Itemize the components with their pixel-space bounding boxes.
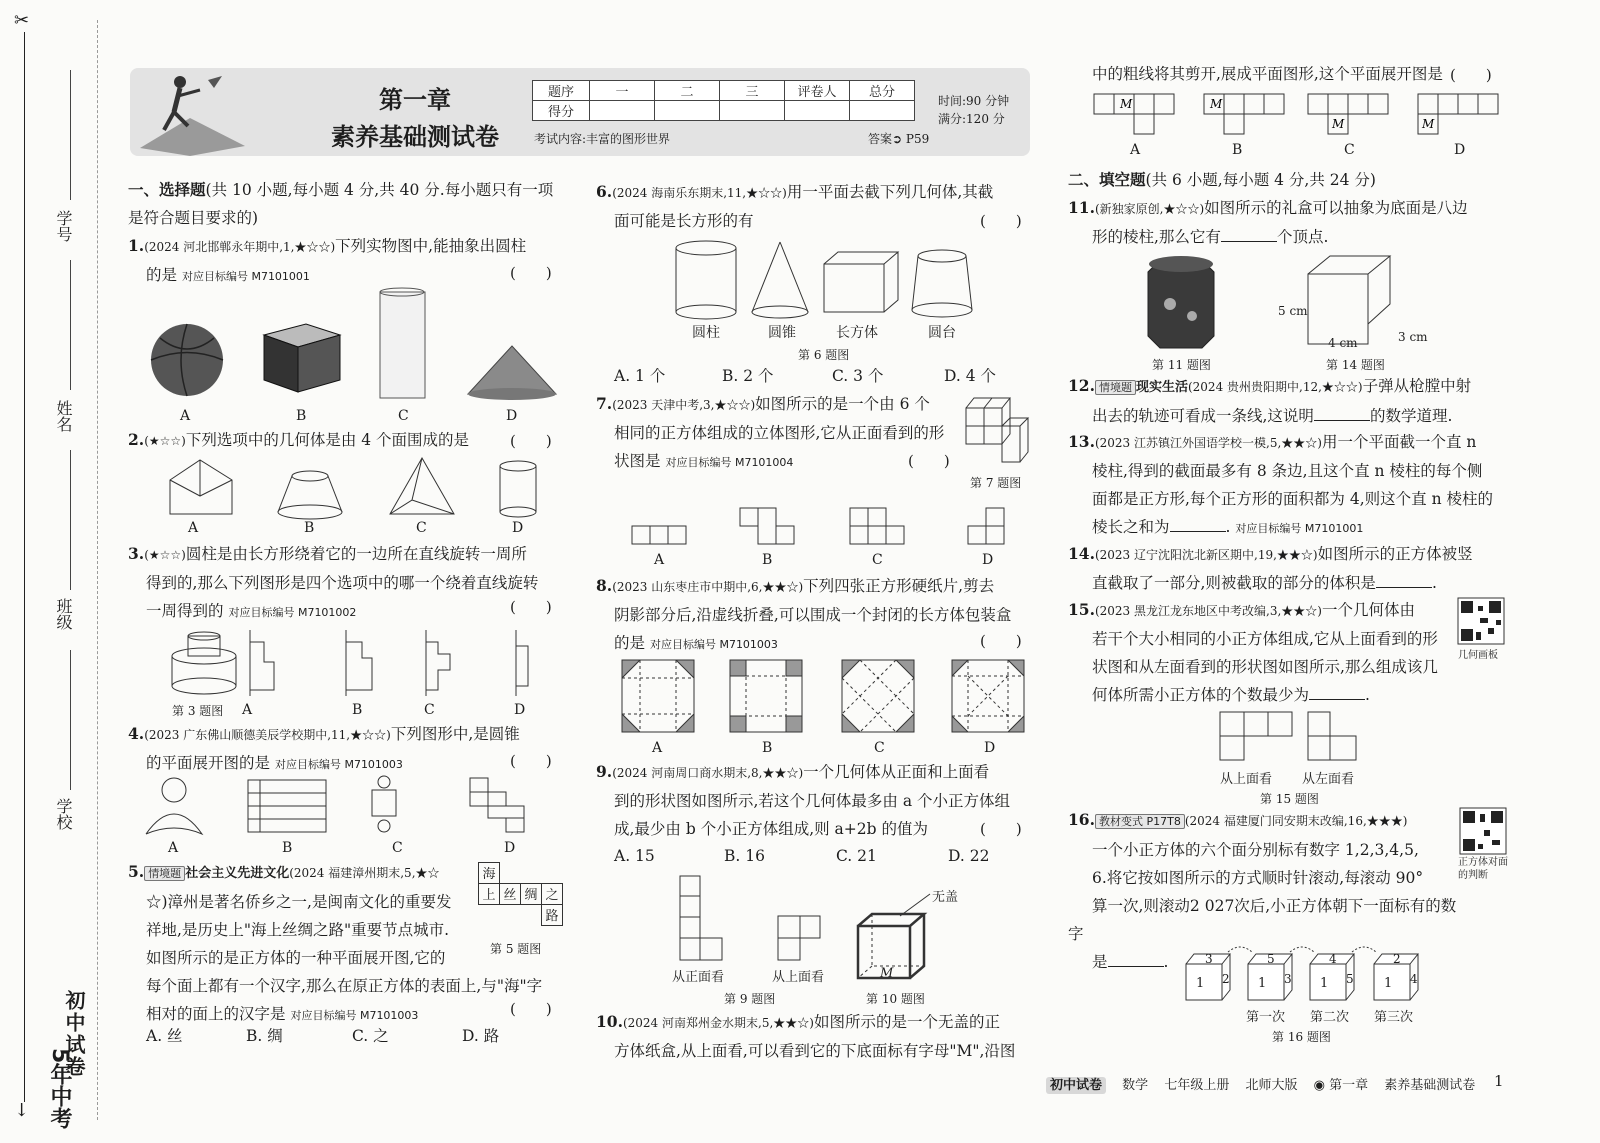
question-9 [596,758,1036,843]
option[interactable]: C. 之 [352,1027,389,1045]
question-text: 方体纸盒,从上面看,可以看到它的下底面标有字母"M",沿图 [614,1042,1016,1060]
question-tag: 情境题 [144,866,185,881]
question-text: 如图所示的是一个由 6 个 [755,395,930,413]
option-label[interactable]: B [762,552,773,568]
page-number: 1 [1494,1072,1504,1090]
section-title: 二、填空题 [1068,170,1146,189]
q7-figure [962,394,1034,466]
q5-options [146,1022,566,1050]
dimension-label: 3 cm [1398,330,1428,344]
cut-line [24,32,25,1102]
dimension-label: 5 cm [1278,304,1308,318]
question-source: (2023 山东枣庄市中期中,6,★★☆) [612,580,804,594]
footer-subject: 数学 [1122,1078,1149,1093]
question-number: 12. [1068,376,1095,395]
figure-caption: 第 15 题图 [1260,792,1319,806]
target-code: 对应目标编号 M7101003 [290,1009,419,1022]
question-text: 下列图形中,是圆锥 [390,725,520,743]
target-code: 对应目标编号 M7101001 [181,270,310,283]
score-table [532,80,915,121]
figure-caption: 第 16 题图 [1272,1030,1331,1044]
question-text: ☆)漳州是著名侨乡之一,是闽南文化的重要发 [146,893,452,911]
option-label[interactable]: C [416,520,427,536]
q6-solids [672,240,992,320]
option[interactable]: A. 丝 [146,1027,183,1045]
die-face: 4 [1410,972,1418,986]
die-face: 2 [1393,952,1401,966]
basketball-icon [151,324,223,396]
target-code: 对应目标编号 M7101003 [649,638,778,651]
view-label: 从上面看 [772,970,825,985]
option-label[interactable]: B [352,702,363,718]
question-tag-text: 现实生活 [1135,380,1188,395]
question-text: 状图是 [614,452,661,470]
option[interactable]: D. 4 个 [944,367,997,385]
question-source: (新独家原创,★☆☆) [1094,202,1205,216]
solid-label: 圆锥 [768,325,796,341]
question-tag: 教材变式 P17T8 [1095,814,1185,829]
question-number: 5. [128,862,145,881]
net-cell: 海 [478,862,500,884]
question-text: 一个几何体由 [1321,601,1415,619]
option-label[interactable]: C [1344,142,1355,158]
option-label[interactable]: B [296,408,307,424]
question-12 [1068,372,1518,430]
section-title: 一、选择题 [128,180,206,199]
question-source: (2023 广东佛山顺德美辰学校期中,11,★☆☆) [144,728,391,742]
question-6 [596,178,1036,235]
option-label[interactable]: C [872,552,883,568]
figure-caption: 第 10 题图 [866,992,925,1006]
figure-caption: 第 9 题图 [724,992,776,1006]
question-source: (2023 黑龙江龙东地区中考改编,3,★★☆) [1094,604,1322,618]
footer-title: 素养基础测试卷 [1384,1078,1476,1093]
question-tag-text: 社会主义先进文化 [185,866,290,881]
option-label[interactable]: D [514,702,526,718]
option-label[interactable]: D [506,408,518,424]
box-letter: M [880,966,894,981]
field-line [70,70,71,200]
section-desc: (共 10 小题,每小题 4 分,共 40 分.每小题只有一项 [205,181,554,199]
lid-label: 无盖 [932,890,959,905]
roll-label: 第二次 [1310,1010,1350,1025]
runner-illustration-icon [130,68,250,156]
table-header-cell: 三 [720,81,785,101]
field-line [70,450,71,590]
question-text: 成,最少由 b 个小正方体组成,则 a+2b 的值为 [614,820,928,838]
question-text: 若干个大小相同的小正方体组成,它从上面看到的形 [1092,630,1438,648]
target-code: 对应目标编号 M7101004 [665,456,794,469]
question-14 [1068,540,1518,597]
q1-figures [140,290,570,405]
question-text: 6.将它按如图所示的方式顺时针滚动,每滚动 90° [1092,869,1424,887]
option-label[interactable]: A [180,408,191,424]
question-text: 子弹从枪膛中射 [1362,377,1472,395]
exam-time: 时间:90 分钟 [938,94,1010,108]
question-number: 16. [1068,810,1095,829]
question-source: (2024 河南周口商水期末,8,★★☆) [612,766,804,780]
question-number: 8. [596,576,613,595]
question-source: (2024 海南乐东期末,11,★☆☆) [612,186,787,200]
question-text: 棱柱,得到的截面最多有 8 条边,且这个直 n 棱柱的每个侧 [1092,462,1483,480]
answer-paren[interactable]: ( ) [510,1000,552,1018]
question-text: 如图所示的是一个无盖的正 [813,1013,1000,1031]
dimension-label: 4 cm [1328,336,1358,350]
answer-paren[interactable]: ( ) [980,632,1022,650]
roll-label: 第一次 [1246,1010,1286,1025]
net-cell: 丝 [499,883,521,905]
question-source: (2024 河南郑州金水期末,5,★★☆) [622,1016,814,1030]
answer-blank[interactable] [1221,227,1277,242]
question-text: 相同的正方体组成的立体图形,它从正面看到的形 [614,424,945,442]
qr-code-icon[interactable] [1458,598,1504,644]
question-text: 的数学道理. [1369,407,1453,425]
question-10-continued [1092,60,1512,88]
brand-text: 初中试卷 [62,990,86,1078]
field-label-class: 班级 [54,598,73,630]
option-label[interactable]: D [504,840,516,856]
answer-paren[interactable]: ( ) [908,452,950,470]
table-header-cell: 二 [655,81,720,101]
target-code: 对应目标编号 M7101003 [274,758,403,771]
answer-paren[interactable]: ( ) [510,432,552,450]
option-label[interactable]: D [982,552,994,568]
q2-figures [150,456,570,520]
target-code: 对应目标编号 M7101001 [1235,522,1364,535]
target-code: 对应目标编号 M7101002 [228,606,357,619]
figure-caption: 第 14 题图 [1326,358,1385,372]
question-15: 15.(2023 黑龙江龙东地区中考改编,3,★★☆)一个几何体由 若干个大小相同的小正方体组成,它从上面看到的形 状图和从左面看到的形状图如图所示,那么组成该几 何体所需小正方体的个数最少为 . [1068,600,1438,704]
brand-logo: 5年中考 [47,1048,72,1130]
question-tag: 情境题 [1095,380,1136,395]
net-cell: 绸 [520,883,542,905]
option[interactable]: C. 21 [836,847,877,865]
die-face: 1 [1320,976,1329,991]
table-header-cell: 一 [590,81,655,101]
answer-ref: 答案➲ P59 [868,132,930,146]
option-label[interactable]: B [1232,142,1243,158]
question-text: 下列选项中的几何体是由 4 个面围成的是 [185,431,470,449]
answer-blank[interactable] [1376,573,1432,588]
question-text: 相对的面上的汉字是 [146,1005,286,1023]
option-label[interactable]: B [304,520,315,536]
die-face: 1 [1196,976,1205,991]
question-number: 2. [128,430,145,449]
option-label[interactable]: B [282,840,293,856]
question-number: 10. [596,1012,623,1031]
question-number: 4. [128,724,145,743]
binding-dashed-line [97,20,98,1120]
answer-blank[interactable] [1309,685,1365,700]
answer-paren[interactable]: ( ) [510,264,552,282]
option-label[interactable]: A [1130,142,1141,158]
option[interactable]: A. 15 [614,847,655,865]
q8-figures [620,658,1030,736]
question-number: 1. [128,236,145,255]
question-text: 出去的轨迹可看成一条线,这说明 [1092,407,1314,425]
view-label: 从左面看 [1302,772,1355,787]
field-label-name: 姓名 [54,400,73,432]
option[interactable]: D. 路 [462,1027,500,1045]
option-label[interactable]: C [398,408,409,424]
net-cell: 之 [541,883,563,905]
question-source: (2024 福建漳州期末,5,★☆ [289,866,440,880]
figure-caption: 第 7 题图 [970,476,1022,490]
option[interactable]: C. 3 个 [832,367,884,385]
svg-text:M: M [1120,97,1133,111]
option-label[interactable]: D [984,740,996,756]
question-number: 15. [1068,600,1095,619]
solid-label: 长方体 [836,325,878,341]
q5-cube-net [478,862,562,928]
rubiks-cube-icon [264,324,340,392]
question-text: 形的棱柱,那么它有 [1092,228,1221,246]
q15-views [1218,710,1368,764]
footer-edition: 北师大版 [1245,1078,1298,1093]
binding-strip [0,0,100,1143]
exam-content: 考试内容:丰富的图形世界 [534,132,671,146]
option-label[interactable]: D [512,520,524,536]
q10-options [1092,92,1512,138]
die-face: 4 [1329,952,1337,966]
die-face: 3 [1205,952,1213,966]
question-source: (★☆☆) [144,434,186,448]
table-row-label: 得分 [533,101,590,121]
score-cell[interactable] [850,101,915,121]
question-text: 的是 [146,266,178,284]
option-label[interactable]: C [424,702,435,718]
view-label: 从上面看 [1220,772,1273,787]
q9-views [678,874,838,962]
glass-cylinder-icon [380,288,425,398]
question-text: 一个小正方体的六个面分别标有数字 1,2,3,4,5, [1092,841,1419,859]
q6-options [614,362,1034,390]
solid-label: 圆台 [928,325,956,341]
question-16: 16. 教材变式 P17T8 (2024 福建厦门同安期末改编,16,★★★) 一个小正方体的六个面分别标有数字 1,2,3,4,5, 6.将它按如图所示的方式顺时针滚动,每滚动 90° 算一次,则滚动2 027次后,小正方体朝下一面标有的数字 是 . [1068,810,1457,971]
die-face: 3 [1284,972,1292,986]
svg-text:M: M [1332,117,1345,131]
question-number: 13. [1068,432,1095,451]
question-text: 棱长之和为 [1092,518,1170,536]
answer-paren[interactable]: ( ) [510,598,552,616]
section-choice [128,176,578,232]
question-text: 直截取了一部分,则被截取的部分的体积是 [1092,574,1376,592]
svg-text:M: M [1422,117,1435,131]
page-footer [1046,1074,1487,1093]
question-text: 圆柱是由长方形绕着它的一边所在直线旋转一周所 [185,545,527,563]
question-number: 9. [596,762,613,781]
exam-header [130,68,1030,156]
question-text: 如图所示的正方体被竖 [1317,545,1473,563]
option-label[interactable]: C [392,840,403,856]
option-label[interactable]: A [188,520,199,536]
answer-blank[interactable] [1170,517,1226,532]
die-face: 1 [1384,976,1393,991]
view-label: 从正面看 [672,970,725,985]
answer-blank[interactable] [1108,952,1164,967]
table-header-cell: 总分 [850,81,915,101]
table-header-cell: 评卷人 [785,81,850,101]
question-source: (2023 天津中考,3,★☆☆) [612,398,756,412]
q7-options [630,504,1020,548]
question-text: 祥地,是历史上"海上丝绸之路"重要节点城市. [146,921,450,939]
chapter-title: 第一章 [379,85,451,114]
question-text: . [1431,574,1437,592]
score-cell[interactable] [720,101,785,121]
q9-options [614,842,1034,870]
question-text: 的是 [614,634,646,652]
field-line [70,650,71,790]
conical-hat-icon [468,346,556,400]
question-source: (2023 江苏镇江外国语学校一模,5,★★☆) [1094,436,1322,450]
question-number: 3. [128,544,145,563]
net-cell: 上 [478,883,500,905]
question-text: 如图所示的礼盒可以抽象为底面是八边 [1204,199,1468,217]
score-cell[interactable] [785,101,850,121]
exam-full-score: 满分:120 分 [938,112,1005,126]
section-fill [1068,166,1508,194]
question-8 [596,572,1036,659]
table-header-cell: 题序 [533,81,590,101]
question-text: 阴影部分后,沿虚线折叠,可以围成一个封闭的长方体包装盒 [614,606,1012,624]
exam-meta [938,92,1009,128]
question-text: 算一次,则滚动2 027次后,小正方体朝下一面标有的数字 [1068,897,1457,943]
question-text: 每个面上都有一个汉字,那么在原正方体的表面上,与"海"字 [146,977,543,995]
field-label-student-id: 学号 [54,210,73,242]
option-label[interactable]: C [874,740,885,756]
answer-paren[interactable]: ( ) [980,212,1022,230]
score-cell[interactable] [590,101,655,121]
figure-caption: 第 5 题图 [490,942,542,956]
question-number: 7. [596,394,613,413]
net-cell: 路 [541,904,563,926]
field-label-school: 学校 [54,798,73,830]
question-text: 下列实物图中,能抽象出圆柱 [335,237,527,255]
option-label[interactable]: A [242,702,253,718]
option[interactable]: A. 1 个 [614,367,666,385]
option-label[interactable]: D [1454,142,1466,158]
question-13: 13.(2023 江苏镇江外国语学校一模,5,★★☆)用一个平面截一个直 n 棱柱,得到的截面最多有 8 条边,且这个直 n 棱柱的每个侧 面都是正方形,每个正方形的面积都为 4,则这个直 n 棱柱的 棱长之和为 . 对应目标编号 M7101001 [1068,432,1493,536]
question-text: 用一个平面截一个直 n [1321,433,1477,451]
svg-text:M: M [1210,97,1223,111]
question-text: 的平面展开图的是 [146,754,271,772]
figure-caption: 第 6 题图 [798,348,850,362]
question-text: 中的粗线将其剪开,展成平面图形,这个平面展开图是 [1092,65,1443,83]
question-text: 个顶点. [1276,228,1329,246]
footer-chapter: ◉ 第一章 [1313,1078,1369,1093]
question-text: 何体所需小正方体的个数最少为 [1092,686,1310,704]
arrow-down-icon: ↓ [14,1100,30,1121]
answer-blank[interactable] [1314,406,1370,421]
answer-paren[interactable]: ( ) [510,752,552,770]
qr-code-icon[interactable] [1460,808,1506,854]
die-face: 5 [1346,972,1354,986]
question-text: 下列四张正方形硬纸片,剪去 [803,577,995,595]
question-text: 是 [1092,953,1108,971]
question-source: (★☆☆) [144,548,186,562]
solid-label: 圆柱 [692,325,720,341]
answer-paren[interactable]: ( ) [1450,66,1492,84]
question-source: (2023 辽宁沈阳沈北新区期中,19,★★☆) [1094,548,1318,562]
die-face: 5 [1267,952,1275,966]
option-label[interactable]: A [652,740,663,756]
question-text: 状图和从左面看到的形状图如图所示,那么组成该几 [1092,658,1438,676]
qr-caption: 正方体对面的判断 [1458,857,1508,881]
question-text: 一周得到的 [146,602,224,620]
question-2 [128,426,568,455]
option-label[interactable]: A [168,840,179,856]
option[interactable]: B. 绸 [246,1027,283,1045]
question-text: 到的形状图如图所示,若这个几何体最多由 a 个小正方体组 [614,792,1011,810]
figure-caption: 第 11 题图 [1152,358,1211,372]
question-text: 用一平面去截下列几何体,其截 [786,183,994,201]
footer-grade: 七年级上册 [1164,1078,1230,1093]
question-text: 如图所示的是正方体的一种平面展开图,它的 [146,949,446,967]
answer-paren[interactable]: ( ) [980,820,1022,838]
option[interactable]: D. 22 [948,847,990,865]
question-number: 11. [1068,198,1095,217]
q4-figures [144,776,564,836]
footer-brand: 初中试卷 [1046,1077,1106,1094]
die-face: 2 [1222,972,1230,986]
question-source: (2024 贵州贵阳期中,12,★☆☆) [1187,380,1363,394]
option-label[interactable]: B [762,740,773,756]
question-number: 6. [596,182,613,201]
question-number: 14. [1068,544,1095,563]
question-source: (2024 河北邯郸永年期中,1,★☆☆) [144,240,336,254]
score-cell[interactable] [655,101,720,121]
question-source: (2024 福建厦门同安期末改编,16,★★★) [1184,814,1408,828]
section-desc: (共 6 小题,每小题 4 分,共 24 分) [1145,171,1376,189]
question-11 [1068,194,1508,251]
die-face: 1 [1258,976,1267,991]
question-10 [596,1008,1036,1065]
gift-box-icon [1146,254,1216,354]
figure-caption: 第 3 题图 [172,704,224,718]
option[interactable]: B. 2 个 [722,367,774,385]
question-text: 一个几何体从正面和上面看 [803,763,990,781]
q3-figures [166,622,566,700]
question-text: 面都是正方形,每个正方形的面积都为 4,则这个直 n 棱柱的 [1092,490,1493,508]
scissors-icon: ✂ [14,10,30,31]
option-label[interactable]: A [654,552,665,568]
field-line [70,260,71,390]
qr-caption: 几何画板 [1458,650,1498,661]
question-text: 得到的,那么下列图形是四个选项中的哪一个绕着直线旋转 [146,574,539,592]
roll-label: 第三次 [1374,1010,1414,1025]
section-desc: 是符合题目要求的) [128,209,259,227]
question-text: 面可能是长方形的有 [614,212,754,230]
question-1 [128,232,568,291]
option[interactable]: B. 16 [724,847,765,865]
exam-title: 素养基础测试卷 [331,122,499,151]
